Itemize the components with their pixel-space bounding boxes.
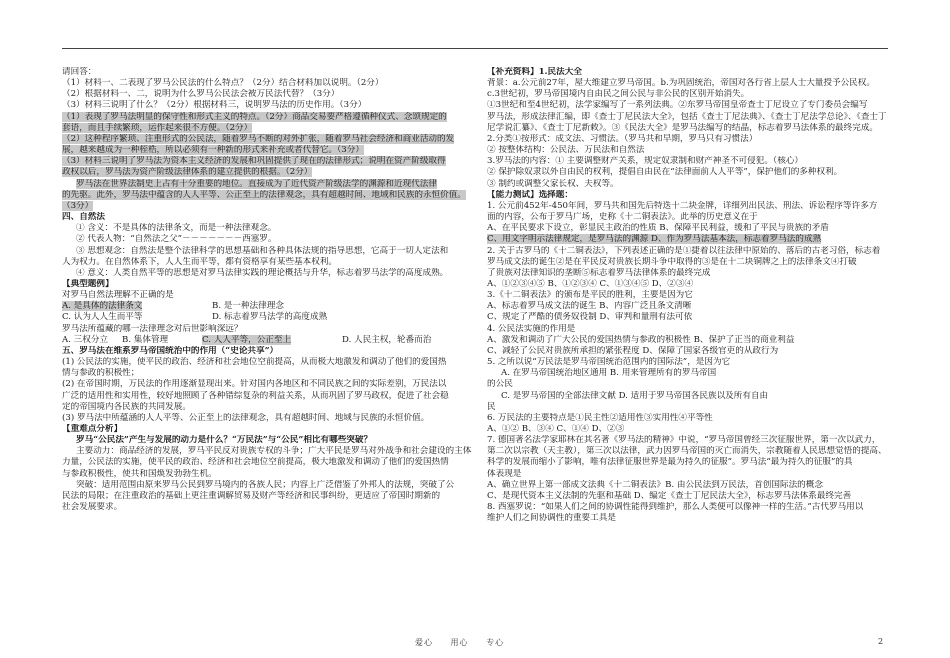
- text-line-content: 力量，公民法的实施，使平民的政治、经济和社会地位空前提高，极大地激发和调动了他们的爱国热情: [62, 457, 449, 468]
- footer-item: 爱心: [415, 638, 433, 647]
- text-line: [62, 179, 472, 190]
- text-line-content: 定的帝国境内各民族的共同发展。: [62, 401, 191, 412]
- text-line-content: (2) 在帝国时期，万民法的作用逐渐显现出来。针对国内各地区和不同民族之间的实际差别，万民法以: [62, 379, 447, 390]
- text-line-content: （2）这种程序繁琐、注重形式的公民法，随着罗马不断的对外扩张，随着罗马社会经济和商业活动的发: [62, 133, 455, 144]
- text-line: [487, 357, 889, 368]
- text-line: [487, 179, 889, 190]
- text-line-content: 的先驱。此外，罗马法中蕴含的人人平等、公正至上的法律观念，具有超越时间、地域和民族的永恒价值。: [62, 189, 466, 200]
- text-line: [487, 301, 889, 312]
- text-line-content: A、激发和调动了广大公民的爱国热情与参政的积极性 B、保护了正当的商业利益: [487, 334, 795, 345]
- text-line: [487, 268, 889, 279]
- text-line: [62, 290, 472, 301]
- text-line: [62, 134, 472, 145]
- header-rule: [62, 48, 888, 49]
- text-line-content: A、标志着罗马成文法的诞生 B、内容广泛且条文清晰: [487, 301, 692, 312]
- q2-option-c: C. 人人平等，公正至上: [202, 334, 292, 345]
- q2-option-d: D. 人民主权，轮番而治: [342, 334, 432, 345]
- text-line-content: ①3世纪和至4世纪初，法学家编写了一系列法典。②东罗马帝国皇帝查士丁尼设立了专门委员会编写: [487, 100, 868, 111]
- text-line: [62, 391, 472, 402]
- text-line-content: 罗马成文法的诞生②是在平民反对贵族长期斗争中取得的③是在十二块铜牌之上的法律条文④打破: [487, 256, 857, 267]
- text-line: [62, 424, 472, 435]
- footer-item: 专心: [486, 638, 505, 647]
- q1-option-a: A. 是具体的法律条文: [62, 301, 143, 312]
- text-line: [62, 368, 472, 379]
- text-line: [487, 100, 889, 111]
- text-line-content: 3.罗马法的内容：① 主要调整财产关系，规定奴隶制和财产神圣不可侵犯。（核心）: [487, 156, 804, 167]
- text-line: [487, 312, 889, 323]
- text-line: [487, 491, 889, 502]
- left-column: [62, 67, 472, 513]
- text-line: [62, 100, 472, 111]
- text-line-content: 体表现是: [487, 468, 522, 479]
- text-line-content: 1. 公元前452年-450年间，罗马共和国先后特迭十二块金牌，详细列出民法、刑法、诉讼程序等许多方: [487, 200, 878, 211]
- text-line: [62, 469, 472, 480]
- text-line: [62, 502, 472, 513]
- text-line-content: 【典型题例】: [62, 278, 114, 289]
- q2-options-row: [62, 335, 472, 346]
- text-line-content: （3分）: [62, 200, 94, 211]
- text-line: [62, 413, 472, 424]
- text-line-content: c.3世纪初，罗马帝国境内自由民之间公民与非公民的区别开始消失。: [487, 89, 750, 100]
- text-line-content: 主要动力：商品经济的发展，罗马平民反对贵族专权的斗争；广大平民是罗马对外战争和社会建设的主体: [76, 446, 472, 457]
- text-line: [487, 201, 889, 212]
- text-line: [487, 223, 889, 234]
- text-line-content: 突破：适用范围由原来罗马公民到罗马境内的各族人民；内容上广泛借鉴了外邦人的法规，突破了公: [76, 479, 455, 490]
- page-number: 2: [878, 637, 884, 646]
- text-line-content: 5. 之所以说“万民法是罗马帝国统治范围内的国际法”，是因为它: [487, 357, 731, 368]
- text-line-content: (3) 罗马法中所蕴涵的人人平等、公正至上的法律观念，具有超越时间、地域与民族的永恒价值。: [62, 412, 430, 423]
- text-line-content: (1) 公民法的实施，使平民的政治、经济和社会地位空前提高，从而极大地激发和调动了他们的爱国热: [62, 357, 447, 368]
- text-line-content: 6. 万民法的主要特点是①民主性②适用性③实用性④平等性: [487, 412, 713, 423]
- text-line: [487, 424, 889, 435]
- text-line-content: 8. 西塞罗说：“如果人们之间的协调性能得到维护，那么人类便可以像神一样的生活。”古代罗马用以: [487, 502, 864, 513]
- text-line: [62, 246, 472, 257]
- text-line-content: ② 保护除奴隶以外自由民的权利，提倡自由民在“法律面前人人平等”，保护他们的多种权利。: [487, 167, 843, 178]
- text-line-content: C、减轻了公民对贵族所承担的紧张程度 D、保障了国家各级官吏的从政行为: [487, 345, 779, 356]
- text-line: [487, 502, 889, 513]
- text-line: [62, 257, 472, 268]
- text-line-content: 2. 关于古罗马的《十二铜表法》，下列表述正确的是①捷着以往法律中原始的、落后的古老习俗，标志着: [487, 245, 881, 256]
- text-line-content: 套语，而且手续繁琐，运作起来很不方便。（2分）: [62, 122, 253, 133]
- text-line-content: 第二次以宗教（天主教），第三次以法律，武力因罗马帝国的灭亡而消失，宗教随着人民思想觉悟的提高、: [487, 446, 887, 457]
- text-line-content: 罗马法，形成法律汇编，即《查士丁尼民法大全》，包括《查士丁尼法典》、《查士丁尼法学总论》、《查士丁: [487, 111, 887, 122]
- text-line-content: 4. 公民法实施的作用是: [487, 323, 576, 334]
- text-line: [487, 290, 889, 301]
- text-line-content: 3.《十二铜表法》的颁布是平民的胜利，主要是因为它: [487, 290, 693, 301]
- text-line-content: 对罗马自然法理解不正确的是: [62, 290, 174, 301]
- text-line: [487, 379, 889, 390]
- text-line: [62, 268, 472, 279]
- text-line-content: ② 按整体结构：公民法、万民法和自然法: [487, 145, 645, 156]
- text-line-content: A、①②③④⑤ B、①②③④ C、①③④⑤ D、②③④: [487, 278, 694, 289]
- text-line-content: 的公民: [487, 379, 513, 390]
- text-line-content: 情与参政的积极性；: [62, 368, 140, 379]
- text-line: [62, 145, 472, 156]
- text-line: [487, 257, 889, 268]
- text-line-content: C、用文字明示法律规定，是罗马法的渊源 D、作为罗马法基本法，标志着罗马法的成熟: [487, 234, 822, 245]
- text-line: [487, 335, 889, 346]
- q2-option-a: A. 三权分立: [62, 334, 109, 345]
- text-line-content: 民: [487, 401, 496, 412]
- q1-options-row-1: [62, 301, 472, 312]
- text-line: [487, 324, 889, 335]
- text-line-content: ④ 意义：人类自然平等的思想是对罗马法律实践的理论概括与升华，标志着罗马法学的高度成熟。: [76, 267, 449, 278]
- text-line-content: 尼学说汇纂》、《查士丁尼新敕》。③《民法大全》是罗马法编写的结晶，标志着罗马法体系的最终完成。: [487, 122, 879, 133]
- text-line: [487, 513, 889, 524]
- text-line: [62, 156, 472, 167]
- q1-options-row-2: [62, 312, 472, 323]
- text-line-content: 了贵族对法律知识的垄断⑤标志着罗马法律体系的最终完成: [487, 267, 711, 278]
- text-line: [62, 167, 472, 178]
- text-line-content: 广泛的适用性和实用性，较好地照顾了各种错综复杂的利益关系，从而巩固了罗马政权，促进了社会稳: [62, 390, 449, 401]
- text-line-content: 请回答：: [62, 67, 97, 77]
- text-line: [62, 190, 472, 201]
- text-line-content: （1）表现了罗马法明显的保守性和形式主义的特点。（2分）商品交易要严格遵循种仪式、念颂规定的: [62, 111, 447, 122]
- text-line: [487, 156, 889, 167]
- text-line: [62, 457, 472, 468]
- text-line: [487, 190, 889, 201]
- text-line: [62, 480, 472, 491]
- text-line-content: 维护人们之间协调性的重要工具是: [487, 513, 616, 524]
- text-line-content: A、①② B、③④ C、①④ D、②③: [487, 424, 625, 434]
- text-line: [487, 67, 889, 78]
- text-line: [487, 446, 889, 457]
- text-line: [62, 279, 472, 290]
- text-line: [62, 78, 472, 89]
- text-line: [487, 469, 889, 480]
- text-line-content: C. 是罗马帝国的全部法律文献 D. 适用于罗马帝国各民族以及所有自由: [501, 390, 769, 401]
- text-line-content: ③ 思想观念：自然法是整个法律科学的思想基础和各种具体法规的指导思想，它高于一切人定法和: [76, 245, 449, 256]
- text-line-content: 7. 德国著名法学家耶林在其名著《罗马法的精神》中说，“罗马帝国曾经三次征服世界，第一次以武力，: [487, 435, 881, 446]
- q2-option-b: B. 集体管理: [122, 334, 169, 345]
- text-line: [62, 234, 472, 245]
- text-line: [487, 457, 889, 468]
- text-line-content: 五、罗马法在维系罗马帝国统治中的作用（“史论共享”）: [62, 345, 279, 356]
- text-line: [487, 234, 889, 245]
- text-line-content: 展，越来越成为一种桎梏，所以必须有一种新的形式来补充或者代替它。（3分）: [62, 145, 364, 156]
- text-line: [487, 279, 889, 290]
- text-line-content: 【重难点分析】: [62, 424, 123, 434]
- text-line-content: ① 含义：不是具体的法律条文，而是一种法律观念。: [76, 223, 277, 234]
- text-line-content: 2.分类①按形式：成文法、习惯法。（罗马共和早期，罗马只有习惯法）: [487, 133, 758, 144]
- text-line: [487, 246, 889, 257]
- q1-option-b: B. 是一种法律理念: [212, 301, 284, 312]
- text-line-content: 社会发展要求。: [62, 502, 123, 513]
- text-line-content: A、确立世界上第一部成文法典《十二铜表法》B. 由公民法到万民法，首创国际法的概念: [487, 479, 823, 490]
- text-line: [487, 413, 889, 424]
- text-line: [487, 480, 889, 491]
- text-line-content: C、规定了严酷的债务奴役制 D、审判和量刑有法可依: [487, 312, 693, 323]
- footer-item: 用心: [450, 638, 469, 647]
- text-line: [487, 145, 889, 156]
- text-line: [62, 67, 472, 78]
- text-line-content: 政权以后，罗马法为资产阶级法律体系的建立提供的根据。（2分）: [62, 167, 313, 178]
- text-line-content: 罗马“公民法”产生与发展的动力是什么？“万民法”与“公民”相比有哪些突破？: [76, 435, 373, 446]
- text-line: [62, 212, 472, 223]
- text-line-content: （3）材料三说明了罗马法为资本主义经济的发展和巩固提供了现在的法律形式；说明在资产阶级取得: [62, 156, 446, 167]
- right-column: [487, 67, 889, 524]
- text-line-content: 背景：a.公元前27年，屋大维建立罗马帝国。b.为巩固统治，帝国对各行省上层人士大量授予公民权。: [487, 78, 875, 89]
- text-line-content: 面的内容，公布于罗马广场，史称《十二铜表法》。此举的历史意义在于: [487, 212, 758, 223]
- text-line-content: 罗马法在世界法制史上占有十分重要的地位。直接成为了近代资产阶级法学的渊源和近现代法律: [76, 178, 437, 189]
- text-line: [62, 201, 472, 212]
- text-line: [487, 167, 889, 178]
- text-line-content: 【补充资料】1.民法大全: [487, 67, 582, 77]
- footer-motto: [415, 637, 518, 648]
- text-line: [62, 89, 472, 100]
- text-line-content: 四、自然法: [62, 212, 105, 223]
- q1-option-c: C. 认为人人生而平等: [62, 312, 143, 323]
- text-line: [487, 212, 889, 223]
- text-line-content: C、是现代资本主义法制的先驱和基础 D、编定《查士丁尼民法大全》，标志罗马法体系最终完善: [487, 490, 852, 501]
- text-line-content: （3）材料三说明了什么？（2分）根据材料三，说明罗马法的历史作用。（3分）: [62, 100, 367, 111]
- text-line-content: 【能力测试】选择题：: [487, 189, 573, 200]
- text-line: [487, 435, 889, 446]
- text-line-content: 科学的发展而缩小了影响，唯有法律征服世界是最为持久的征服”。罗马法“最为持久的征服”的具: [487, 457, 853, 468]
- text-line: [487, 402, 889, 413]
- text-line: [62, 123, 472, 134]
- text-line-content: 人为权力。在自然体系下，人人生而平等，都有资格享有某些基本权利。: [62, 256, 338, 267]
- text-line: [487, 346, 889, 357]
- text-line: [487, 391, 889, 402]
- text-line: [62, 402, 472, 413]
- text-line-content: ② 代表人物：“自然法之父”－－－－－－－西塞罗。: [76, 234, 277, 245]
- q1-option-d: D. 标志着罗马法学的高度成熟: [212, 312, 328, 323]
- text-line: [487, 368, 889, 379]
- text-line-content: ③ 制约或调整父家长权、夫权等。: [487, 178, 619, 189]
- text-line: [487, 123, 889, 134]
- text-line: [487, 112, 889, 123]
- q2-stem: 罗马法所蕴藏的哪一法律理念对后世影响深远？: [62, 323, 243, 334]
- text-line: [487, 134, 889, 145]
- text-line: [62, 112, 472, 123]
- text-line: [62, 223, 472, 234]
- text-line: [487, 78, 889, 89]
- text-line-content: 民法的局限；在注重政治的基础上更注重调解贸易及财产等经济和民事纠纷，更适应了帝国时期新的: [62, 490, 441, 501]
- text-line: [487, 89, 889, 100]
- text-line-content: （1）材料一、二表现了罗马公民法的什么特点？（2分）结合材料加以说明。（2分）: [62, 78, 384, 89]
- text-line: [62, 446, 472, 457]
- text-line-content: 与参政积极性，使共和国焕发勃勃生机。: [62, 468, 217, 479]
- text-line: [62, 357, 472, 368]
- text-line: [62, 491, 472, 502]
- text-line-content: A、在平民要求下设立，彰显民主政治的性质 B、保障平民利益，缓和了平民与贵族的矛盾: [487, 223, 829, 234]
- text-line: [62, 379, 472, 390]
- text-line-content: A. 在罗马帝国统治地区通用 B. 用来管理所有的罗马帝国: [501, 368, 717, 379]
- text-line-content: （2）根据材料一、二，说明为什么罗马公民法会被万民法代替？（3分）: [62, 89, 340, 100]
- text-line: [62, 435, 472, 446]
- text-line: [62, 346, 472, 357]
